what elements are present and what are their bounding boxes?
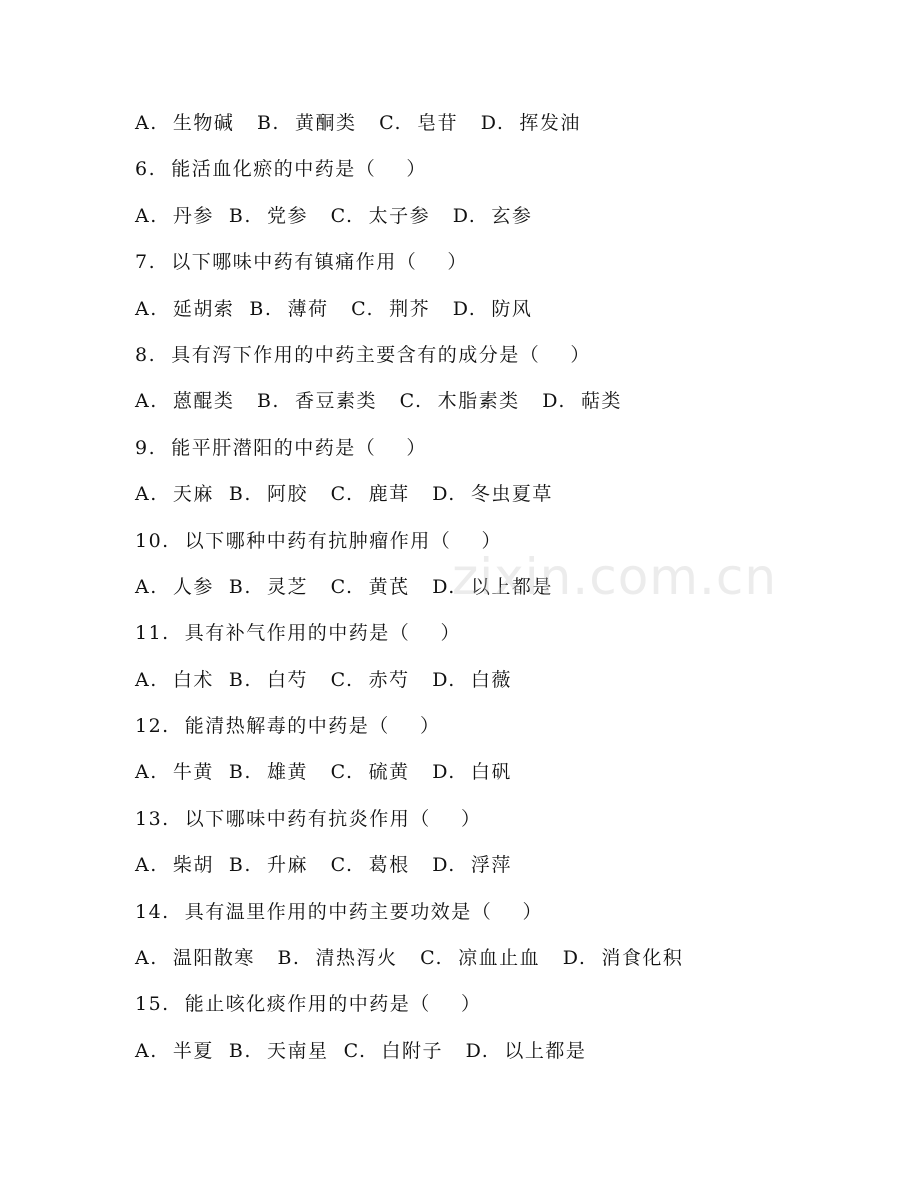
question-options-11: A. 白术 B. 白芍 C. 赤芍 D. 白薇: [135, 668, 512, 691]
question-7: 7. 以下哪味中药有镇痛作用（ ）: [135, 251, 468, 274]
question-options-14: A. 温阳散寒 B. 清热泻火 C. 凉血止血 D. 消食化积: [135, 947, 684, 970]
question-12: 12. 能清热解毒的中药是（ ）: [135, 715, 441, 738]
question-options-5: A. 生物碱 B. 黄酮类 C. 皂苷 D. 挥发油: [135, 112, 581, 134]
question-options-13: A. 柴胡 B. 升麻 C. 葛根 D. 浮萍: [135, 854, 512, 877]
question-11: 11. 具有补气作用的中药是（ ）: [135, 622, 461, 645]
question-options-15: A. 半夏 B. 天南星 C. 白附子 D. 以上都是: [135, 1039, 587, 1062]
question-6: 6. 能活血化瘀的中药是（ ）: [135, 158, 427, 181]
question-options-7: A. 延胡索 B. 薄荷 C. 荆芥 D. 防风: [135, 297, 533, 320]
question-options-12: A. 牛黄 B. 雄黄 C. 硫黄 D. 白矾: [135, 761, 512, 784]
question-options-6: A. 丹参 B. 党参 C. 太子参 D. 玄参: [135, 204, 533, 227]
question-10: 10. 以下哪种中药有抗肿瘤作用（ ）: [135, 529, 502, 552]
question-13: 13. 以下哪味中药有抗炎作用（ ）: [135, 807, 482, 830]
question-9: 9. 能平肝潜阳的中药是（ ）: [135, 436, 427, 459]
question-15: 15. 能止咳化痰作用的中药是（ ）: [135, 993, 482, 1016]
question-14: 14. 具有温里作用的中药主要功效是（ ）: [135, 900, 543, 923]
question-list: [135, 106, 835, 1080]
question-options-8: A. 蒽醌类 B. 香豆素类 C. 木脂素类 D. 萜类: [135, 390, 622, 413]
question-options-10: A. 人参 B. 灵芝 C. 黄芪 D. 以上都是: [135, 575, 553, 598]
question-options-9: A. 天麻 B. 阿胶 C. 鹿茸 D. 冬虫夏草: [135, 483, 553, 506]
question-8: 8. 具有泻下作用的中药主要含有的成分是（ ）: [135, 343, 591, 366]
watermark: zixin.com.cn: [452, 548, 778, 606]
